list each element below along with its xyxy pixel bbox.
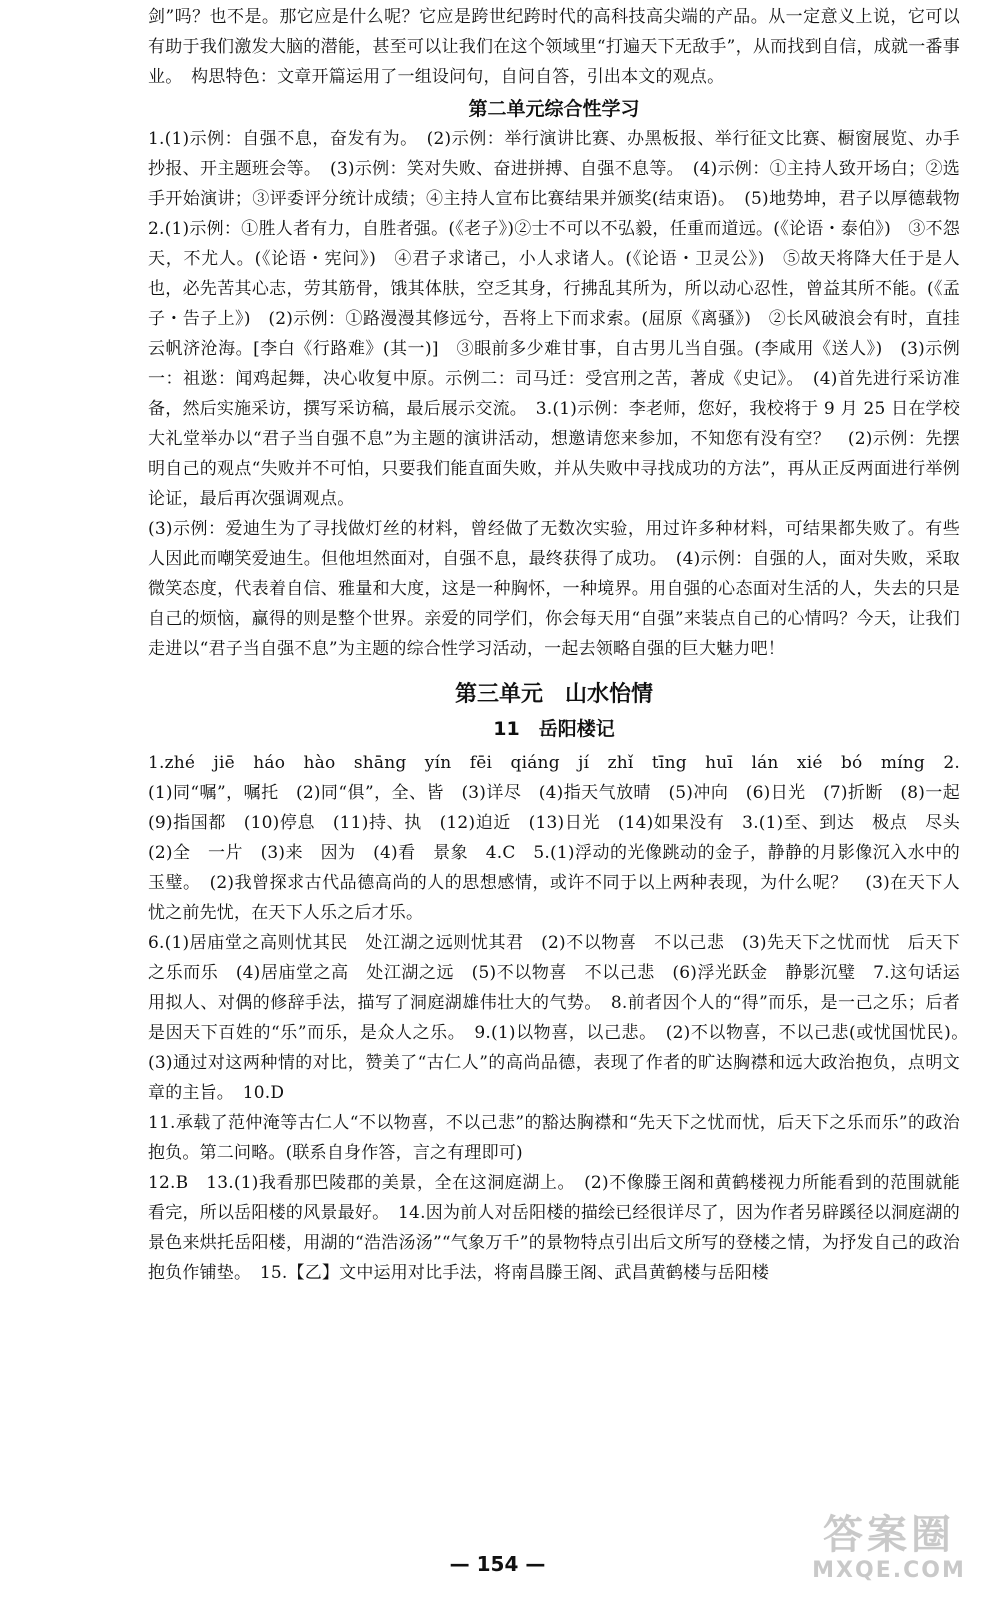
unit2-answers-paragraph-2: (3)示例：爱迪生为了寻找做灯丝的材料，曾经做了无数次实验，用过许多种材料，可结果都失败了。有些人因此而嘲笑爱迪生。但他坦然面对，自强不息，最终获得了成功。 (4)示例：自强的人，面对失败，采取微笑态度，代表着自信、雅量和大度，这是一种胸怀，一种境界。用自强的心态面对生活的人，失去的只是自己的烦恼，赢得的则是整个世界。亲爱的同学们，你会每天用“自强”来装点自己的心情吗？今天，让我们走进以“君子当自强不息”为主题的综合性学习活动，一起去领略自强的巨大魅力吧！ bbox=[148, 519, 960, 659]
watermark-logo bbox=[799, 1512, 979, 1592]
lesson11-answers-paragraph-3: 11.承载了范仲淹等古仁人“不以物喜，不以己悲”的豁达胸襟和“先天下之忧而忧，后天下之乐而乐”的政治抱负。第二问略。(联系自身作答，言之有理即可) bbox=[148, 1113, 960, 1163]
unit2-answers-paragraph: 1.(1)示例：自强不息，奋发有为。 (2)示例：举行演讲比赛、办黑板报、举行征文比赛、橱窗展览、办手抄报、开主题班会等。 (3)示例：笑对失败、奋进拼搏、自强不息等。 (4)示例：①主持人致开场白；②选手开始演讲；③评委评分统计成绩；④主持人宣布比赛结果并颁奖(结束语)。 (5)地势坤，君子以厚德载物 2.(1)示例：①胜人者有力，自胜者强。(《老子》)②士不可以不弘毅，任重而道远。(《论语・泰伯》) ③不怨天，不尤人。(《论语・宪问》) ④君子求诸己，小人求诸人。(《论语・卫灵公》) ⑤故天将降大任于是人也，必先苦其心志，劳其筋骨，饿其体肤，空乏其身，行拂乱其所为，所以动心忍性，曾益其所不能。(《孟子・告子上》) (2)示例：①路漫漫其修远兮，吾将上下而求索。(屈原《离骚》) ②长风破浪会有时，直挂云帆济沧海。[李白《行路难》(其一)] ③眼前多少难甘事，自古男儿当自强。(李咸用《送人》) (3)示例一：祖逖：闻鸡起舞，决心收复中原。示例二：司马迁：受宫刑之苦，著成《史记》。 (4)首先进行采访准备，然后实施采访，撰写采访稿，最后展示交流。 3.(1)示例：李老师，您好，我校将于 9 月 25 日在学校大礼堂举办以“君子当自强不息”为主题的演讲活动，想邀请您来参加，不知您有没有空？ (2)示例：先摆明自己的观点“失败并不可怕，只要我们能直面失败，并从失败中寻找成功的方法”，再从正反两面进行举例论证，最后再次强调观点。 bbox=[148, 129, 978, 509]
watermark-top-text: 答案圈 bbox=[823, 1512, 955, 1558]
lesson-heading-11: 11 岳阳楼记 bbox=[493, 718, 615, 740]
lesson11-answers-paragraph-4: 12.B 13.(1)我看那巴陵郡的美景，全在这洞庭湖上。 (2)不像滕王阁和黄鹤楼视力所能看到的范围就能看完，所以岳阳楼的风景最好。 14.因为前人对岳阳楼的描绘已经很详尽了，因为作者另辟蹊径以洞庭湖的景色来烘托岳阳楼，用湖的“浩浩汤汤”“气象万千”的景物特点引出后文所写的登楼之情，为抒发自己的政治抱负作铺垫。 15.【乙】文中运用对比手法，将南昌滕王阁、武昌黄鹤楼与岳阳楼 bbox=[148, 1173, 960, 1283]
answer-page bbox=[148, 2, 978, 1288]
page-number: — 154 — bbox=[449, 1552, 546, 1576]
watermark-url-text: MXQE.COM bbox=[812, 1558, 966, 1583]
lesson11-answers-paragraph: 1.zhé jiē háo hào shāng yín fēi qiáng jí zhǐ tīng huī lán xié bó míng 2.(1)同“嘱”，嘱托 (2)同“俱”，全、皆 (3)详尽 (4)指天气放晴 (5)冲向 (6)日光 (7)折断 (8)一起 (9)指国都 (10)停息 (11)持、执 (12)迫近 (13)日光 (14)如果没有 3.(1)至、到达 极点 尽头 (2)全 一片 (3)来 因为 (4)看 景象 4.C 5.(1)浮动的光像跳动的金子，静静的月影像沉入水中的玉璧。 (2)我曾探求古代品德高尚的人的思想感情，或许不同于以上两种表现，为什么呢？ (3)在天下人忧之前先忧，在天下人乐之后才乐。 bbox=[148, 753, 978, 923]
lesson11-answers-paragraph-2: 6.(1)居庙堂之高则忧其民 处江湖之远则忧其君 (2)不以物喜 不以己悲 (3)先天下之忧而忧 后天下之乐而乐 (4)居庙堂之高 处江湖之远 (5)不以物喜 不以己悲 (6)浮光跃金 静影沉璧 7.这句话运用拟人、对偶的修辞手法，描写了洞庭湖雄伟壮大的气势。 8.前者因个人的“得”而乐，是一己之乐；后者是因天下百姓的“乐”而乐，是众人之乐。 9.(1)以物喜，以己悲。 (2)不以物喜，不以己悲(或忧国忧民)。 (3)通过对这两种情的对比，赞美了“古仁人”的高尚品德，表现了作者的旷达胸襟和远大政治抱负，点明文章的主旨。 10.D bbox=[148, 933, 978, 1103]
unit-heading-unit3: 第三单元 山水怡情 bbox=[454, 682, 653, 707]
section-heading-unit2: 第二单元综合性学习 bbox=[468, 98, 640, 120]
intro-paragraph: 剑”吗？也不是。那它应是什么呢？它应是跨世纪跨时代的高科技高尖端的产品。从一定意义上说，它可以有助于我们激发大脑的潜能，甚至可以让我们在这个领域里“打遍天下无敌手”，从而找到自信，成就一番事业。 构思特色：文章开篇运用了一组设问句，自问自答，引出本文的观点。 bbox=[148, 7, 960, 87]
